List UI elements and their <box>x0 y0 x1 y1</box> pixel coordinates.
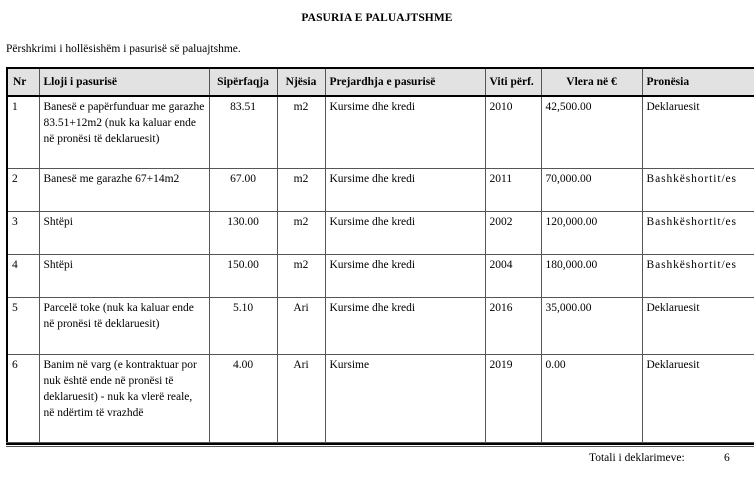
cell-lloji: Parcelë toke (nuk ka kaluar ende në pronësi të deklaruesit) <box>39 297 209 354</box>
cell-lloji: Shtëpi <box>39 211 209 254</box>
cell-njesia: m2 <box>277 211 325 254</box>
cell-prejardhja: Kursime <box>325 354 485 444</box>
cell-njesia: m2 <box>277 96 325 168</box>
cell-pronesia: Bashkëshortit/es <box>642 254 754 297</box>
cell-pronesia: Deklaruesit <box>642 354 754 444</box>
cell-vlera: 180,000.00 <box>541 254 642 297</box>
cell-prejardhja: Kursime dhe kredi <box>325 254 485 297</box>
table-bottom-rule <box>6 442 754 447</box>
cell-prejardhja: Kursime dhe kredi <box>325 168 485 211</box>
cell-prejardhja: Kursime dhe kredi <box>325 297 485 354</box>
cell-siperfaqja: 83.51 <box>209 96 277 168</box>
cell-nr: 6 <box>7 354 39 444</box>
header-siperfaqja: Sipërfaqja <box>209 68 277 96</box>
table-row <box>7 254 754 297</box>
cell-viti: 2016 <box>485 297 541 354</box>
table-row <box>7 96 754 168</box>
header-lloji: Lloji i pasurisë <box>39 68 209 96</box>
cell-nr: 2 <box>7 168 39 211</box>
table-row <box>7 297 754 354</box>
header-njesia: Njësia <box>277 68 325 96</box>
cell-viti: 2010 <box>485 96 541 168</box>
table-row <box>7 211 754 254</box>
cell-siperfaqja: 4.00 <box>209 354 277 444</box>
cell-njesia: m2 <box>277 168 325 211</box>
cell-lloji: Shtëpi <box>39 254 209 297</box>
cell-vlera: 0.00 <box>541 354 642 444</box>
header-viti: Viti përf. <box>485 68 541 96</box>
table-header-row <box>7 68 754 96</box>
total-label: Totali i deklarimeve: <box>589 452 685 464</box>
cell-prejardhja: Kursime dhe kredi <box>325 211 485 254</box>
header-pronesia: Pronësia <box>642 68 754 96</box>
cell-njesia: Ari <box>277 297 325 354</box>
assets-table <box>6 67 754 445</box>
cell-njesia: m2 <box>277 254 325 297</box>
cell-pronesia: Bashkëshortit/es <box>642 211 754 254</box>
cell-pronesia: Bashkëshortit/es <box>642 168 754 211</box>
cell-nr: 4 <box>7 254 39 297</box>
cell-viti: 2011 <box>485 168 541 211</box>
cell-siperfaqja: 5.10 <box>209 297 277 354</box>
cell-vlera: 35,000.00 <box>541 297 642 354</box>
cell-njesia: Ari <box>277 354 325 444</box>
header-nr: Nr <box>7 68 39 96</box>
cell-nr: 3 <box>7 211 39 254</box>
cell-siperfaqja: 67.00 <box>209 168 277 211</box>
cell-viti: 2004 <box>485 254 541 297</box>
cell-pronesia: Deklaruesit <box>642 297 754 354</box>
cell-lloji: Banim në varg (e kontraktuar por nuk është ende në pronësi të deklaruesit) - nuk ka vlerë reale, në ndërtim të vrazhdë <box>39 354 209 444</box>
cell-vlera: 70,000.00 <box>541 168 642 211</box>
cell-vlera: 120,000.00 <box>541 211 642 254</box>
cell-prejardhja: Kursime dhe kredi <box>325 96 485 168</box>
header-vlera: Vlera në € <box>541 68 642 96</box>
cell-nr: 1 <box>7 96 39 168</box>
table-row <box>7 168 754 211</box>
cell-viti: 2019 <box>485 354 541 444</box>
cell-lloji: Banesë me garazhe 67+14m2 <box>39 168 209 211</box>
cell-viti: 2002 <box>485 211 541 254</box>
cell-pronesia: Deklaruesit <box>642 96 754 168</box>
page-title: PASURIA E PALUAJTSHME <box>301 12 453 24</box>
cell-vlera: 42,500.00 <box>541 96 642 168</box>
cell-siperfaqja: 130.00 <box>209 211 277 254</box>
header-prejardhja: Prejardhja e pasurisë <box>325 68 485 96</box>
assets-table-container <box>6 67 754 447</box>
total-value: 6 <box>724 452 730 464</box>
table-description: Përshkrimi i hollësishëm i pasurisë së paluajtshme. <box>6 43 241 55</box>
cell-siperfaqja: 150.00 <box>209 254 277 297</box>
table-row <box>7 354 754 444</box>
cell-nr: 5 <box>7 297 39 354</box>
cell-lloji: Banesë e papërfunduar me garazhe 83.51+12m2 (nuk ka kaluar ende në pronësi të deklaruesit) <box>39 96 209 168</box>
